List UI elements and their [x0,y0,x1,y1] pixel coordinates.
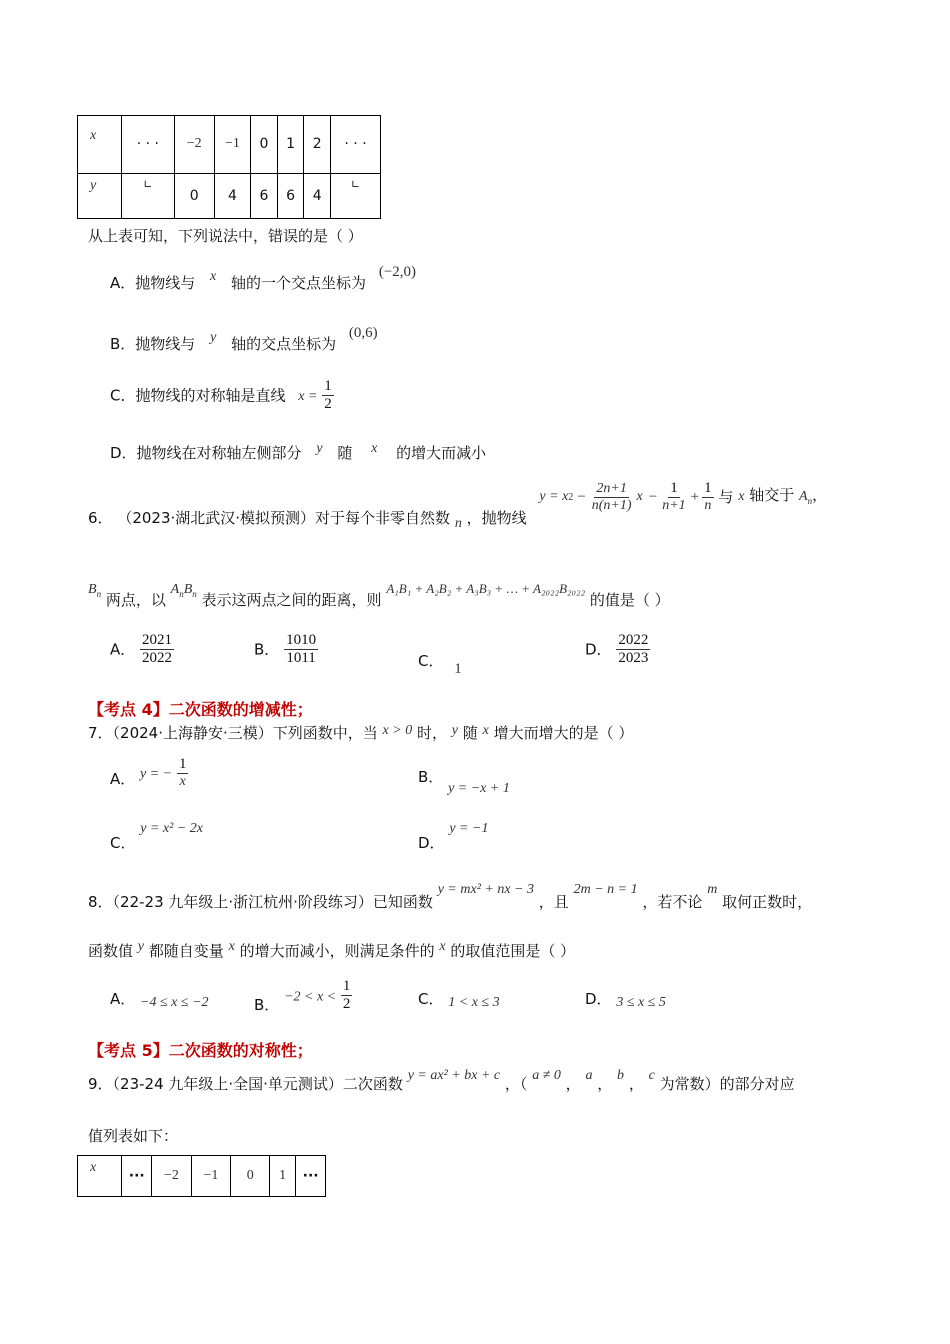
q8-option-c: C． 1 < x ≤ 3 [418,990,500,1010]
q8-line1: 8．（22-23 九年级上·浙江杭州·阶段练习）已知函数 y = mx² + nx − 3 ，且 2m − n = 1 ，若不论 m 取何正数时， [88,882,813,911]
table2-cell: −1 [191,1156,231,1197]
table1-cell: 4 [304,173,331,218]
q9-line2: 值列表如下： [88,1127,179,1145]
fraction: $\frac{1}{n}$ [704,480,712,514]
fraction: $\frac{2022}{2023}$ [618,632,649,667]
q6-formula: y = x 2 − $\frac{2n+1}{n(n+1)}$ x − $\frac{1}{n+1}$ + $\frac{1}{n}$ [539,480,712,514]
table1-cell: 6 [277,173,304,218]
fraction: $\frac{1}{2}$ [342,978,351,1013]
table2-cell: 1 [270,1156,296,1197]
fraction: $\frac{1}{x}$ [178,756,187,790]
table1-cell: · · · [122,116,175,174]
q5-option-b: B．抛物线与 y 轴的交点坐标为 (0,6) [110,325,378,353]
table1-cell: −2 [174,116,214,174]
table2-cell: ··· [296,1156,326,1197]
table1-cell: · · · [331,116,381,174]
q8-option-a: A． −4 ≤ x ≤ −2 [110,990,209,1010]
q6-option-c: C． 1 [418,652,462,677]
q7-option-b: B． y = −x + 1 [418,768,510,796]
q5-option-d: D．抛物线在对称轴左侧部分 y 随 x 的增大而减小 [110,441,487,462]
table1-cell: −1 [214,116,250,174]
table2-x-label: x [78,1156,122,1197]
table2-cell: 0 [231,1156,270,1197]
q9-line1: 9．（23-24 九年级上·全国·单元测试）二次函数 y = ax² + bx + c ，（ a ≠ 0 ， a ， b ， c 为常数）的部分对应 [88,1068,795,1093]
table1-cell: 0 [251,116,278,174]
value-table-2 [77,1155,326,1197]
q7-option-a: A． y = − $\frac{1}{x}$ [110,756,187,790]
fraction: $\frac{1}{2}$ [324,378,332,413]
fraction: $\frac{1010}{1011}$ [286,632,317,667]
q5-option-a: A．抛物线与 x 轴的一个交点坐标为 (−2,0) [110,264,417,292]
table1-cell: ∟ [331,173,381,218]
table1-cell: 0 [174,173,214,218]
table2-cell: ··· [122,1156,152,1197]
q8-line2: 函数值 y 都随自变量 x 的增大而减小，则满足条件的 x 的取值范围是（ ） [88,939,576,960]
q6-line2: $B_n$ 两点，以 $A_nB_n$ 表示这两点之间的距离，则 A₁B₁ + A₂B₂ + A₃B₃ + … + A₂₀₂₂B₂₀₂₂ 的值是（ ） [88,581,670,609]
q6-option-d: D． $\frac{2022}{2023}$ [585,632,649,667]
q7-option-c: C． y = x² − 2x [110,821,203,852]
fraction: $\frac{1}{n+1}$ [662,480,686,514]
fraction: $\frac{2n+1}{n(n+1)}$ [591,480,632,513]
q8-option-b: B． −2 < x < $\frac{1}{2}$ [254,978,351,1015]
q6-line1: 6． （2023·湖北武汉·模拟预测）对于每个非零自然数 n ，抛物线 y = x 2 − $\frac{2n+1}{n(n+1)}$ x − $\frac{1}{n+1}$ + $\frac{1}{n}$ 与 x 轴交于 $A_n$， [88,480,828,532]
table1-cell: 2 [304,116,331,174]
q5-option-c: C．抛物线的对称轴是直线 x = $\frac{1}{2}$ [110,378,332,413]
q6-option-a: A． $\frac{2021}{2022}$ [110,632,173,667]
table2-cell: −2 [152,1156,192,1197]
table1-cell: 6 [251,173,278,218]
q7-stem: 7．（2024·上海静安·三模）下列函数中，当 x > 0 时， y 随 x 增大而增大的是（ ） [88,723,634,742]
table1-x-label: x [78,116,122,174]
fraction: $\frac{2021}{2022}$ [142,632,173,667]
table1-y-label: y [78,173,122,218]
q8-option-d: D． 3 ≤ x ≤ 5 [585,990,666,1010]
table1-cell: 1 [277,116,304,174]
table1-cell: 4 [214,173,250,218]
section-heading-4: 【考点 4】二次函数的增减性； [88,700,313,719]
q7-option-d: D． y = −1 [418,821,489,852]
q6-option-b: B． $\frac{1010}{1011}$ [254,632,317,667]
table1-cell: ∟ [122,173,175,218]
q5-stem: 从上表可知，下列说法中，错误的是（ ） [88,227,363,245]
section-heading-5: 【考点 5】二次函数的对称性； [88,1041,313,1060]
value-table-1 [77,115,381,219]
